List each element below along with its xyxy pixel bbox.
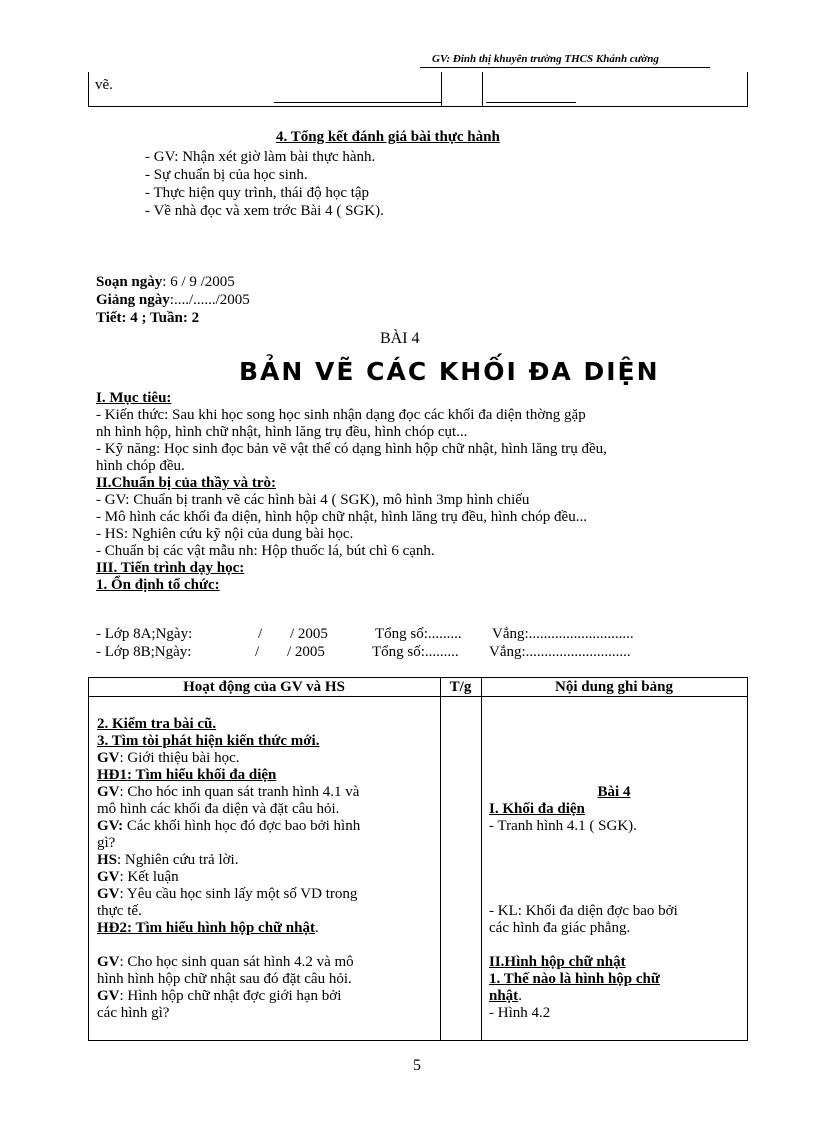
content-line (489, 750, 739, 767)
class-year: / 2005 (290, 626, 328, 642)
content-text (489, 886, 493, 902)
content-text (489, 937, 493, 953)
content-text (489, 869, 493, 885)
top-table-text: vẽ. (95, 77, 113, 93)
activity-text: 2. Kiểm tra bài cũ. (97, 716, 217, 732)
preparation-line: - Mô hình các khối đa diện, hình hộp chữ nhật, hình lăng trụ đều, hình chóp đều... (96, 509, 587, 525)
activity-line (97, 937, 360, 954)
summary-item: - Về nhà đọc và xem trớc Bài 4 ( SGK). (145, 203, 384, 219)
objective-line: nh hình hộp, hình chữ nhật, hình lăng trụ đều, hình chóp cụt... (96, 424, 468, 440)
summary-list (145, 148, 384, 220)
lesson-meta (96, 273, 250, 327)
activity-text (97, 937, 101, 953)
process-heading: III. Tiến trình dạy học: (96, 560, 245, 576)
class-year: / 2005 (287, 644, 325, 660)
content-line (489, 869, 739, 886)
content-text: - Hình 4.2 (489, 1005, 551, 1021)
activity-text: : Hình hộp chữ nhật đợc giới hạn bởi (119, 988, 342, 1004)
preparation-line: - HS: Nghiên cứu kỹ nội của dung bài học. (96, 526, 354, 542)
class-total: Tổng số:......... (375, 626, 462, 642)
class-label: - Lớp 8B;Ngày: (96, 644, 192, 660)
content-text: - Tranh hình 4.1 ( SGK). (489, 818, 637, 834)
lesson-number: BÀI 4 (380, 330, 420, 347)
content-text (489, 767, 493, 783)
lesson-title: BẢN VẼ CÁC KHỐI ĐA DIỆN (239, 357, 660, 386)
activity-line (97, 818, 360, 835)
activity-text: các hình gì? (97, 1005, 170, 1021)
content-line (489, 886, 739, 903)
activity-line (97, 801, 360, 818)
content-text: Bài 4 (597, 784, 631, 800)
activity-text: HĐ2: Tìm hiểu hình hộp chữ nhật (97, 920, 315, 936)
activity-line (97, 903, 360, 920)
activity-text: HĐ1: Tìm hiểu khối đa diện (97, 767, 277, 783)
objectives-heading: I. Mục tiêu: (96, 390, 172, 406)
activity-line (97, 1005, 360, 1022)
table-header-activity: Hoạt động của GV và HS (183, 679, 345, 695)
table-header-content: Nội dung ghi bảng (555, 679, 673, 695)
activity-text: : Cho hóc inh quan sát tranh hình 4.1 và (119, 784, 360, 800)
objectives (96, 390, 607, 594)
preparation-line: - GV: Chuẩn bị tranh vẽ các hình bài 4 ( SGK), mô hình 3mp hình chiếu (96, 492, 530, 508)
activity-line (97, 767, 360, 784)
activity-line (97, 920, 360, 937)
class-absent: Vắng:............................ (489, 644, 631, 660)
content-text: 1. Thế nào là hình hộp chữ (489, 971, 660, 987)
preparation-heading: II.Chuẩn bị của thầy và trò: (96, 475, 277, 491)
speaker-label: GV (97, 988, 120, 1004)
speaker-label: GV (97, 750, 120, 766)
class-slash: / (255, 644, 260, 660)
summary-item: - GV: Nhận xét giờ làm bài thực hành. (145, 149, 376, 165)
activity-text: mô hình các khối đa diện và đặt câu hỏi. (97, 801, 340, 817)
activity-line (97, 988, 360, 1005)
preparation-line: - Chuẩn bị các vật mẫu nh: Hộp thuốc lá, bút chì 6 cạnh. (96, 543, 435, 559)
speaker-label: GV (97, 954, 120, 970)
content-line (489, 954, 739, 971)
top-table-underline (486, 102, 576, 103)
speaker-label: GV (97, 784, 120, 800)
class-absent: Vắng:............................ (492, 626, 634, 642)
content-line (489, 818, 739, 835)
activity-line (97, 733, 360, 750)
activity-line (97, 750, 360, 767)
activity-text: 3. Tìm tòi phát hiện kiến thức mới. (97, 733, 320, 749)
activity-line (97, 852, 360, 869)
soan-label: Soạn ngày (96, 274, 163, 290)
content-line (489, 903, 739, 920)
content-text: - KL: Khối đa diện đợc bao bởi (489, 903, 678, 919)
class-row (96, 644, 191, 661)
page-number: 5 (413, 1057, 421, 1074)
objective-line: - Kỹ năng: Học sinh đọc bản vẽ vật thể có dạng hình hộp chữ nhật, hình lăng trụ đều, (96, 441, 607, 457)
speaker-label: GV (97, 869, 120, 885)
table-col-divider (481, 677, 482, 1041)
content-text (489, 835, 493, 851)
content-line (489, 971, 739, 988)
content-line (489, 920, 739, 937)
content-text (489, 852, 493, 868)
activity-text: Các khối hình học đó đợc bao bởi hình (123, 818, 361, 834)
table-header-rule (88, 696, 748, 697)
content-line (489, 852, 739, 869)
class-row (96, 626, 192, 643)
activity-text: : Giới thiệu bài học. (119, 750, 240, 766)
content-line (489, 988, 739, 1005)
activity-line (97, 869, 360, 886)
header-rule (420, 67, 710, 68)
activity-line (97, 784, 360, 801)
summary-item: - Thực hiện quy trình, thái độ học tập (145, 185, 370, 201)
activity-line (97, 886, 360, 903)
activity-text: : Kết luận (119, 869, 179, 885)
objective-line: hình chóp đều. (96, 458, 185, 474)
activity-line (97, 971, 360, 988)
content-text: I. Khối đa diện (489, 801, 585, 817)
activity-text: : Cho học sinh quan sát hình 4.2 và mô (119, 954, 354, 970)
content-line (489, 835, 739, 852)
speaker-label: HS (97, 852, 118, 868)
top-table-divider (482, 72, 483, 107)
activity-text: : Yêu cầu học sinh lấy một số VD trong (119, 886, 358, 902)
class-total: Tổng số:......... (372, 644, 459, 660)
content-column (489, 750, 739, 1022)
speaker-label: GV: (97, 818, 124, 834)
page-header: GV: Đinh thị khuyên trường THCS Khánh cường (432, 53, 659, 65)
content-line (489, 801, 739, 818)
content-line (489, 767, 739, 784)
process-sub1: 1. Ổn định tổ chức: (96, 577, 220, 593)
table-header-time: T/g (449, 679, 472, 695)
summary-item: - Sự chuẩn bị của học sinh. (145, 167, 308, 183)
giang-value: :..../....../2005 (169, 292, 250, 308)
activity-suffix: . (314, 920, 319, 936)
giang-label: Giảng ngày (96, 292, 170, 308)
class-label: - Lớp 8A;Ngày: (96, 626, 193, 642)
activity-line (97, 835, 360, 852)
content-line (489, 1005, 739, 1022)
soan-value: : 6 / 9 /2005 (162, 274, 235, 290)
content-text: II.Hình hộp chữ nhật (489, 954, 626, 970)
top-table-underline (274, 102, 442, 103)
table-col-divider (440, 677, 441, 1041)
speaker-label: GV (97, 886, 120, 902)
activity-text: : Nghiên cứu trả lời. (117, 852, 239, 868)
objective-line: - Kiến thức: Sau khi học song học sinh nhận dạng đọc các khối đa diện thờng gặp (96, 407, 586, 423)
content-text (489, 750, 493, 766)
content-line (489, 784, 739, 801)
class-slash: / (258, 626, 263, 642)
activity-text: hình hình hộp chữ nhật sau đó đặt câu hỏi. (97, 971, 352, 987)
content-line (489, 937, 739, 954)
activity-text: thực tế. (97, 903, 142, 919)
activity-line (97, 954, 360, 971)
content-suffix: . (518, 988, 522, 1004)
content-text: nhật (489, 988, 519, 1004)
content-text: các hình đa giác phẳng. (489, 920, 631, 936)
activity-line (97, 716, 360, 733)
tiet-tuan: Tiết: 4 ; Tuần: 2 (96, 310, 200, 326)
summary-title: 4. Tổng kết đánh giá bài thực hành (276, 129, 500, 145)
activity-column (97, 716, 360, 1022)
activity-text: gì? (97, 835, 116, 851)
